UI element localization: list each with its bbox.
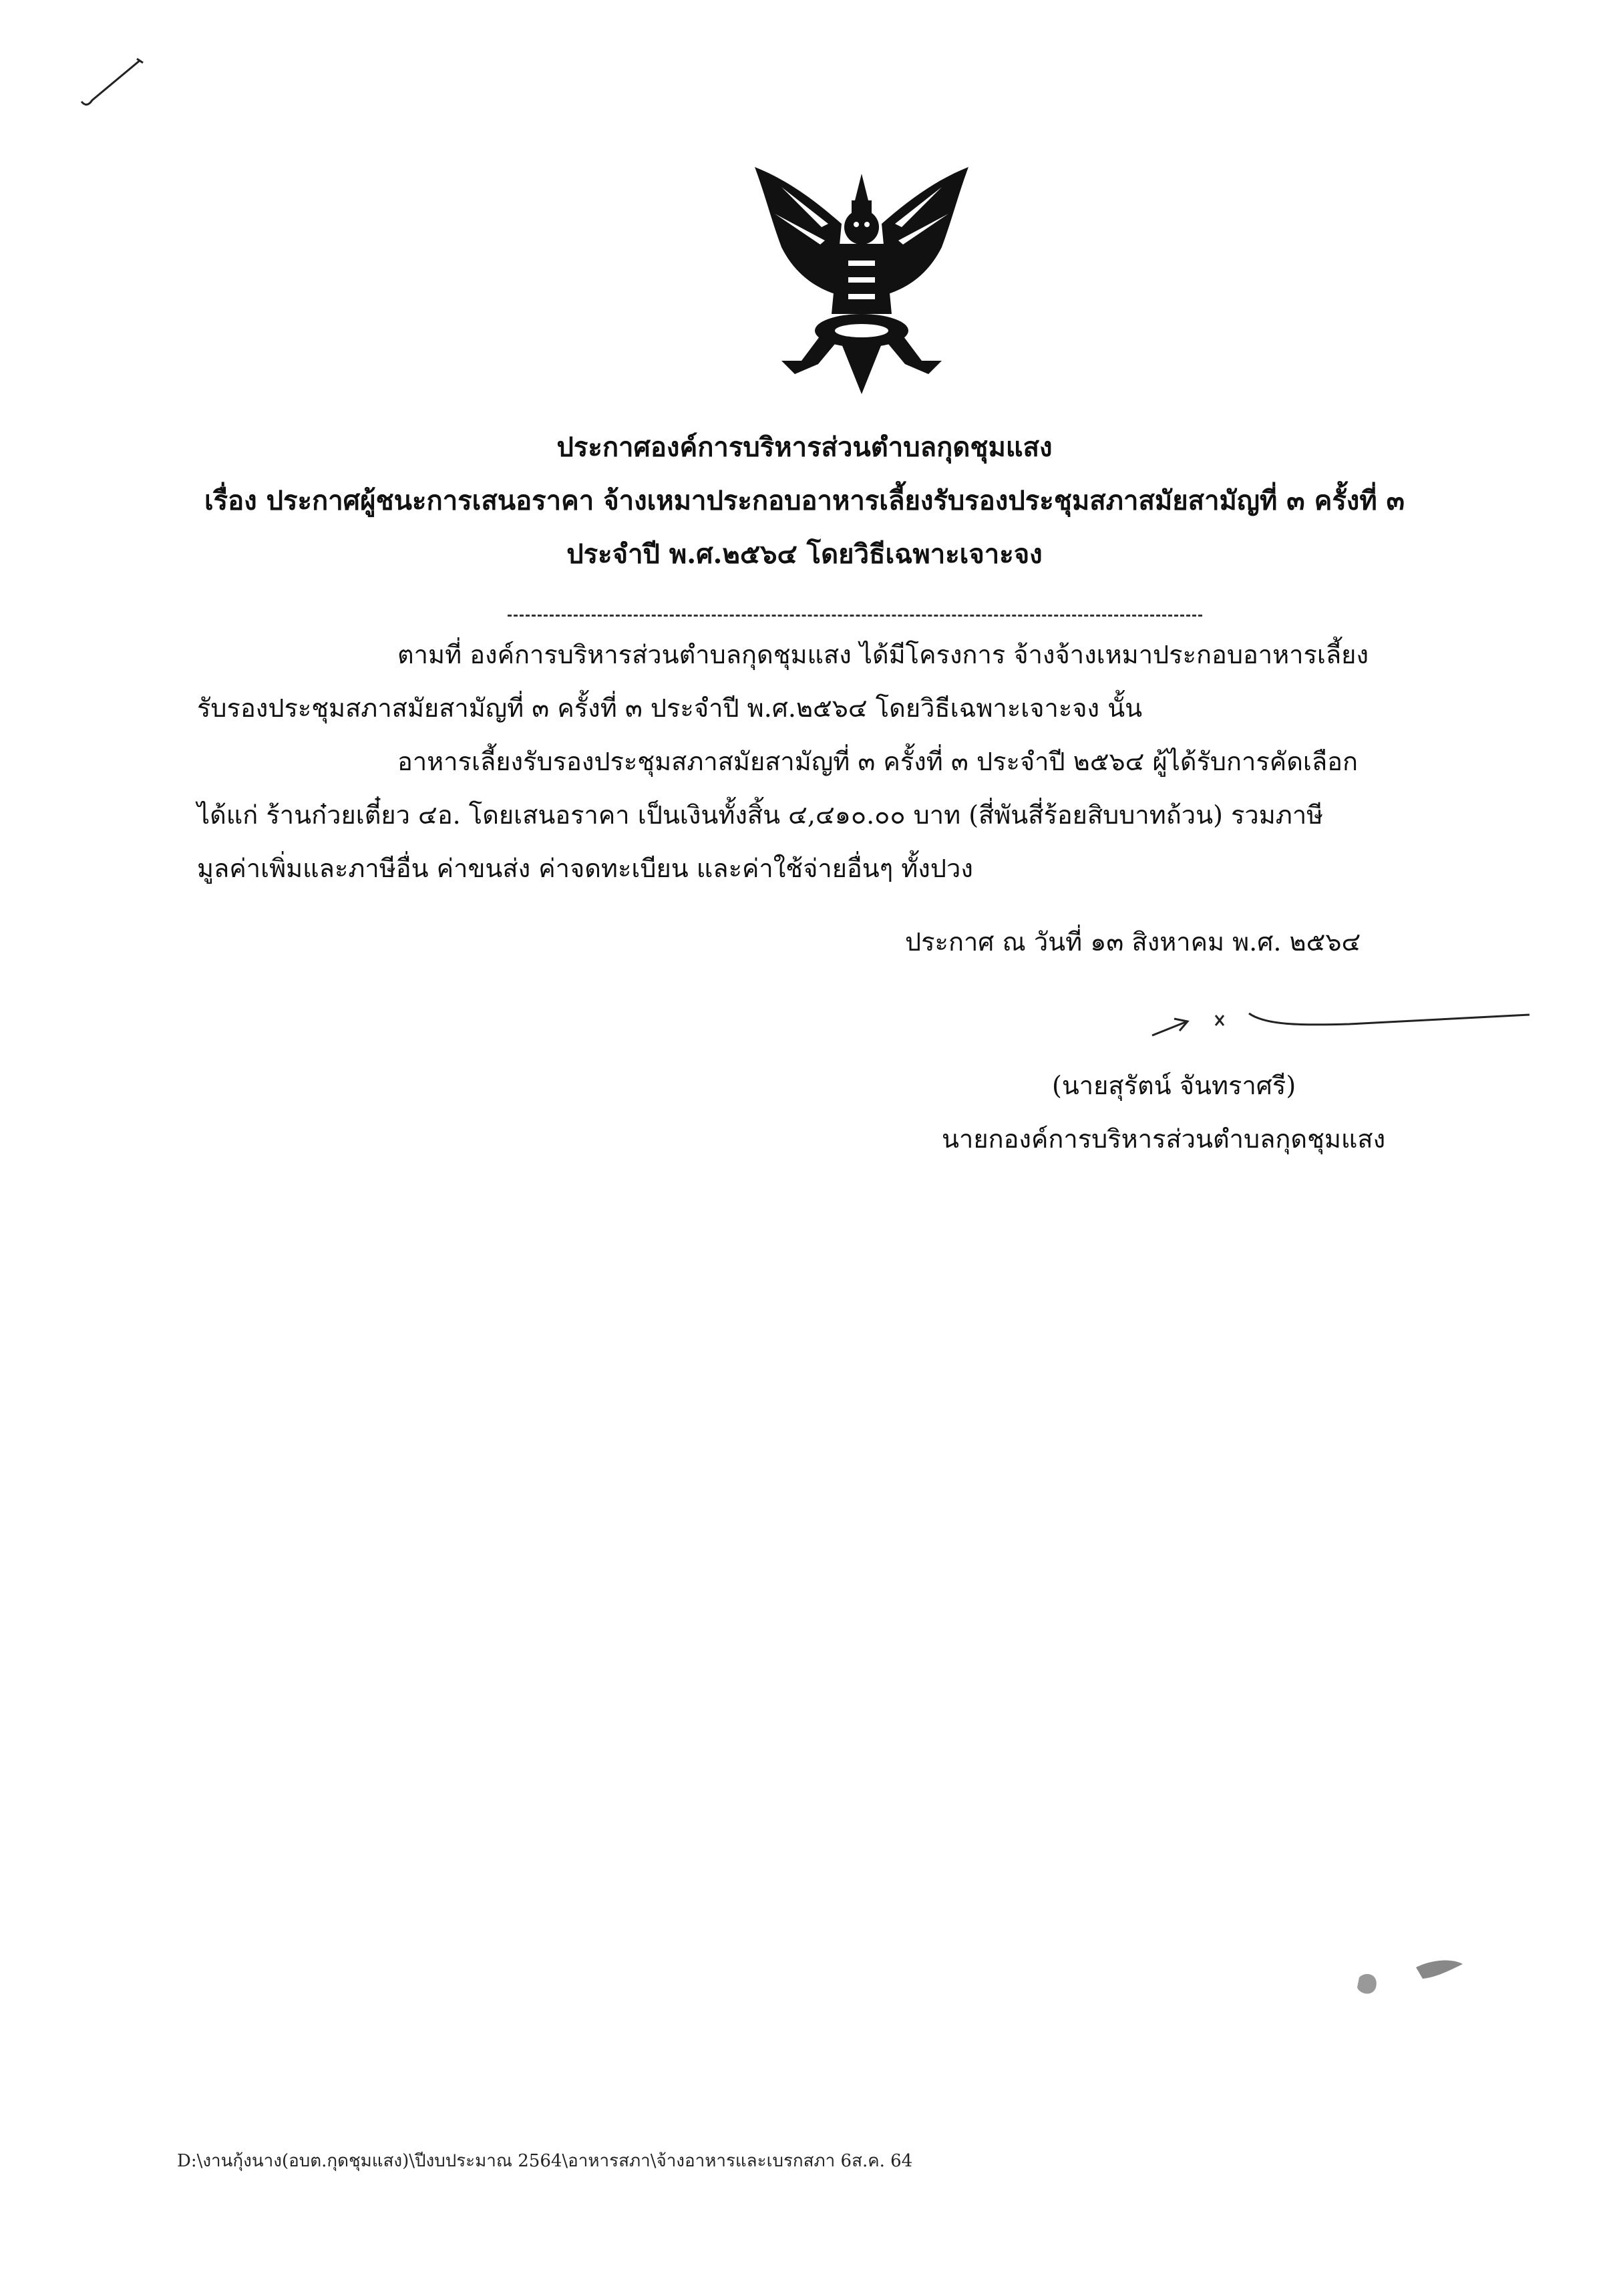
handwritten-signature	[1149, 999, 1536, 1045]
scan-smudge	[1349, 1951, 1469, 2004]
signer-name: (นายสุรัตน์ จันทราศรี)	[1052, 1071, 1296, 1100]
announcement-subject: เรื่อง ประกาศผู้ชนะการเสนอราคา จ้างเหมาประกอบอาหารเลี้ยงรับรองประชุมสภาสมัยสามัญที่ ๓ ครั้งที่ ๓	[204, 485, 1405, 516]
paragraph-1-line-2: รับรองประชุมสภาสมัยสามัญที่ ๓ ครั้งที่ ๓ ประจำปี พ.ศ.๒๕๖๔ โดยวิธีเฉพาะเจาะจง นั้น	[197, 693, 1143, 723]
signer-title: นายกองค์การบริหารส่วนตำบลกุดชุมแสง	[942, 1124, 1386, 1154]
paragraph-1-line-1: ตามที่ องค์การบริหารส่วนตำบลกุดชุมแสง ได้มีโครงการ จ้างจ้างเหมาประกอบอาหารเลี้ยง	[397, 640, 1369, 669]
paragraph-2-line-2: ได้แก่ ร้านก๋วยเตี๋ยว ๔อ. โดยเสนอราคา เป็นเงินทั้งสิ้น ๔,๔๑๐.๐๐ บาท (สี่พันสี่ร้อยสิบบาทถ้วน) รวมภาษี	[197, 800, 1324, 830]
garuda-emblem-icon	[741, 160, 982, 401]
announcement-date: ประกาศ ณ วันที่ ๑๓ สิงหาคม พ.ศ. ๒๕๖๔	[905, 927, 1361, 957]
dashed-divider	[508, 588, 1202, 617]
announcement-fiscal-year: ประจำปี พ.ศ.๒๕๖๔ โดยวิธีเฉพาะเจาะจง	[566, 538, 1043, 570]
paragraph-2-line-1: อาหารเลี้ยงรับรองประชุมสภาสมัยสามัญที่ ๓ ครั้งที่ ๓ ประจำปี ๒๕๖๔ ผู้ได้รับการคัดเลือก	[397, 747, 1359, 776]
announcement-heading: ประกาศองค์การบริหารส่วนตำบลกุดชุมแสง	[556, 432, 1053, 463]
file-path-footer: D:\งานกุ้งนาง(อบต.กุดชุมแสง)\ปีงบประมาณ 2564\อาหารสภา\จ้างอาหารและเบรกสภา 6ส.ค. 64	[177, 2151, 913, 2171]
paragraph-2-line-3: มูลค่าเพิ่มและภาษีอื่น ค่าขนส่ง ค่าจดทะเบียน และค่าใช้จ่ายอื่นๆ ทั้งปวง	[197, 854, 973, 883]
handwritten-check-mark	[73, 53, 154, 114]
